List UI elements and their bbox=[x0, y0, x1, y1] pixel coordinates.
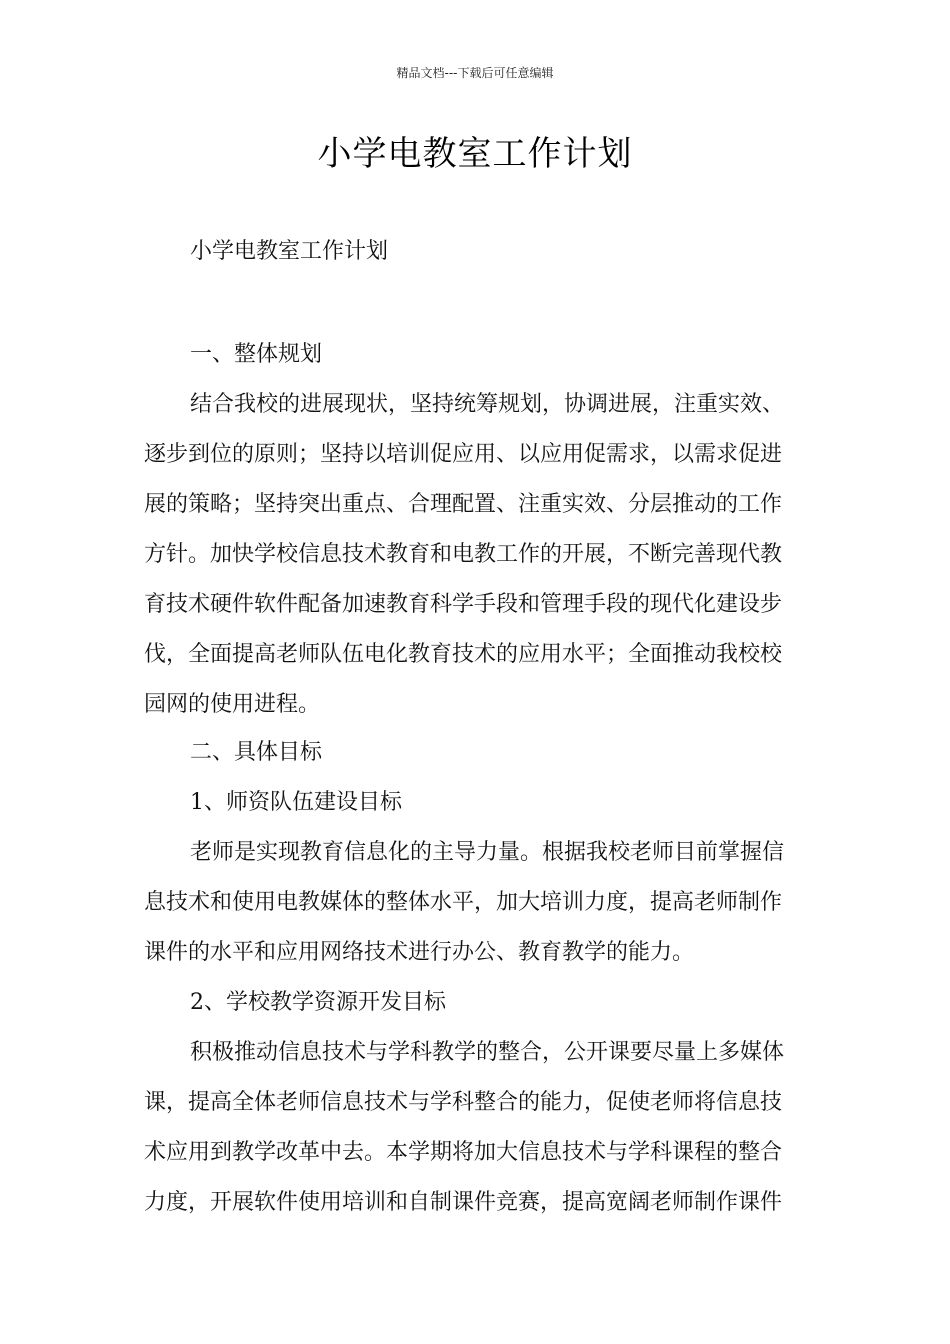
document-subtitle: 小学电教室工作计划 bbox=[190, 239, 389, 264]
paragraph-line: 逐步到位的原则；坚持以培训促应用、以应用促需求，以需求促进 bbox=[144, 442, 783, 467]
paragraph-line: 课，提高全体老师信息技术与学科整合的能力，促使老师将信息技 bbox=[144, 1090, 783, 1115]
section-heading: 一、整体规划 bbox=[190, 342, 323, 367]
paragraph-line: 课件的水平和应用网络技术进行办公、教育教学的能力。 bbox=[144, 940, 695, 965]
paragraph-line: 伐，全面提高老师队伍电化教育技术的应用水平；全面推动我校校 bbox=[144, 642, 783, 667]
paragraph-line: 展的策略；坚持突出重点、合理配置、注重实效、分层推动的工作 bbox=[144, 492, 783, 517]
paragraph-line: 积极推动信息技术与学科教学的整合，公开课要尽量上多媒体 bbox=[190, 1040, 785, 1065]
paragraph-line: 方针。加快学校信息技术教育和电教工作的开展，不断完善现代教 bbox=[144, 542, 783, 567]
paragraph-line: 园网的使用进程。 bbox=[144, 692, 321, 717]
subsection-heading: 1、师资队伍建设目标 bbox=[190, 790, 402, 815]
paragraph-line: 结合我校的进展现状，坚持统筹规划，协调进展，注重实效、 bbox=[190, 392, 785, 417]
paragraph-line: 息技术和使用电教媒体的整体水平，加大培训力度，提高老师制作 bbox=[144, 890, 783, 915]
subsection-heading: 2、学校教学资源开发目标 bbox=[190, 990, 446, 1015]
paragraph-line: 育技术硬件软件配备加速教育科学手段和管理手段的现代化建设步 bbox=[144, 592, 783, 617]
paragraph-line: 力度，开展软件使用培训和自制课件竞赛，提高宽阔老师制作课件 bbox=[144, 1190, 783, 1215]
document-title: 小学电教室工作计划 bbox=[317, 134, 633, 174]
page-header: 精品文档---下载后可任意编辑 bbox=[396, 66, 554, 80]
paragraph-line: 老师是实现教育信息化的主导力量。根据我校老师目前掌握信 bbox=[190, 840, 785, 865]
section-heading: 二、具体目标 bbox=[190, 740, 323, 765]
paragraph-line: 术应用到教学改革中去。本学期将加大信息技术与学科课程的整合 bbox=[144, 1140, 783, 1165]
